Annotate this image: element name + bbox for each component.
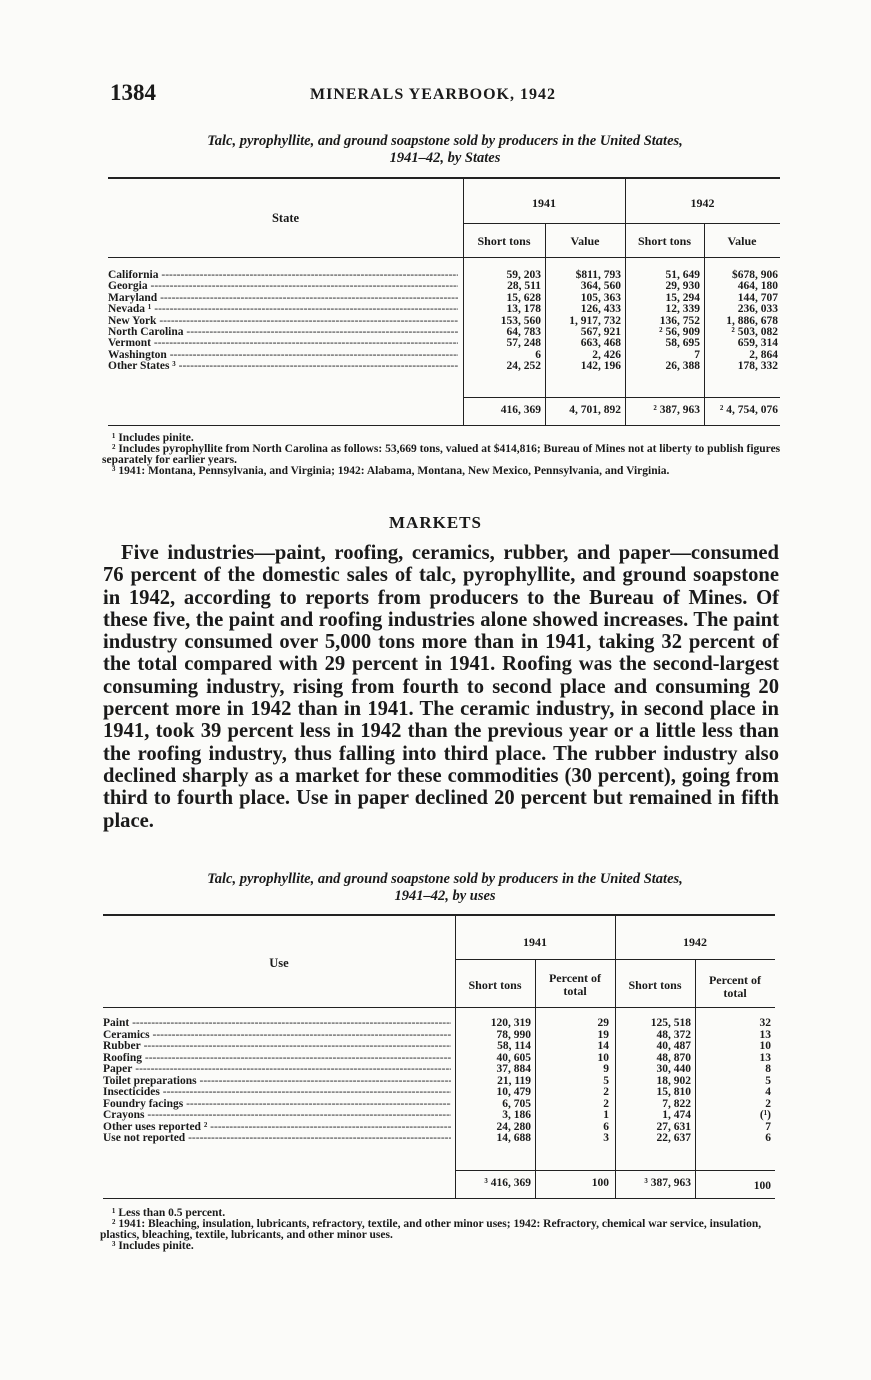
row-label xyxy=(108,293,458,304)
cell-p41: 19 xyxy=(597,1028,609,1041)
table1-total-t42: ² 387, 963 xyxy=(653,404,700,416)
row-label xyxy=(103,1087,451,1099)
table1-year2-header: 1942 xyxy=(690,196,715,210)
row-label xyxy=(108,350,458,361)
cell-t42: 40, 487 xyxy=(656,1040,691,1052)
cell-p41: 9 xyxy=(603,1063,609,1075)
row-label xyxy=(103,1064,451,1076)
cell-p41: 5 xyxy=(603,1074,609,1087)
row-label-text: Georgia ----- xyxy=(108,281,458,292)
cell-t42: 125, 518 xyxy=(650,1017,691,1029)
cell-v42: $678, 906 xyxy=(732,269,778,281)
cell-v42: 1, 886, 678 xyxy=(726,314,778,327)
cell-t41: 6 xyxy=(535,348,541,361)
row-label-text: Roofing ----- xyxy=(103,1053,451,1064)
cell-t41: 24, 280 xyxy=(496,1120,531,1133)
table2-percent-1942: Percent of total xyxy=(708,973,762,1000)
table1-bottom-rule xyxy=(108,425,780,426)
cell-v42: 464, 180 xyxy=(737,280,778,293)
table1-total-v41: 4, 701, 892 xyxy=(569,404,621,416)
cell-p42: (¹) xyxy=(759,1109,771,1121)
cell-t41: 120, 319 xyxy=(490,1017,531,1029)
row-label-text: Other States ³ ----- xyxy=(108,361,458,372)
cell-v42: ² 503, 082 xyxy=(731,326,778,338)
cell-t42: 1, 474 xyxy=(662,1109,691,1121)
cell-t41: 21, 119 xyxy=(497,1074,531,1087)
row-label xyxy=(108,338,458,349)
table2-footnote-1: ¹ Less than 0.5 percent. xyxy=(112,1207,226,1219)
row-label xyxy=(108,281,458,292)
table1-value-1942: Value xyxy=(727,234,757,248)
table2-caption-line2: 1941–42, by uses xyxy=(394,888,496,904)
table1-total-t41: 416, 369 xyxy=(500,404,541,416)
row-label-text: Washington ----- xyxy=(108,350,458,361)
cell-t41: 6, 705 xyxy=(502,1097,531,1110)
cell-t42: 48, 372 xyxy=(656,1028,691,1041)
row-label-text: Foundry facings ----- xyxy=(103,1099,451,1110)
table2-footnote-3: ³ Includes pinite. xyxy=(112,1240,194,1252)
cell-t42: 15, 810 xyxy=(656,1086,691,1098)
table2-top-rule xyxy=(103,914,775,916)
cell-p41: 1 xyxy=(603,1109,609,1121)
cell-p42: 32 xyxy=(759,1017,771,1029)
table1-value-1941: Value xyxy=(570,234,600,248)
cell-t41: 58, 114 xyxy=(497,1040,531,1052)
page-number: 1384 xyxy=(110,80,156,105)
table2-shorttons-1942: Short tons xyxy=(628,978,682,992)
table1-header-rule xyxy=(108,257,780,258)
table1-total-rule xyxy=(463,397,780,398)
row-label xyxy=(108,270,458,281)
cell-v41: 567, 921 xyxy=(580,326,621,338)
cell-t41: 78, 990 xyxy=(496,1028,531,1041)
cell-t42: 29, 930 xyxy=(665,280,700,293)
cell-t42: ² 56, 909 xyxy=(659,326,700,338)
table1-year1-header: 1941 xyxy=(532,196,556,210)
table1-footnote-3: ³ 1941: Montana, Pennsylvania, and Virginia; 1942: Alabama, Montana, New Mexico, Pennsylvania, and Virginia. xyxy=(112,465,670,477)
cell-t41: 37, 884 xyxy=(496,1063,531,1075)
table1-footnotes xyxy=(102,433,782,477)
table1-caption-line1: Talc, pyrophyllite, and ground soapstone sold by producers in the United States, xyxy=(207,133,683,149)
cell-t42: 48, 870 xyxy=(656,1051,691,1064)
table2-footnote-2: ² 1941: Bleaching, insulation, lubricants, refractory, textile, and other minor uses; 1942: Refractory, chemical war service, insulation, plastics, bleaching, textile, lubricants, and other minor uses. xyxy=(100,1218,762,1241)
cell-p42: 13 xyxy=(759,1051,771,1064)
row-label xyxy=(103,1076,451,1088)
table2-year2-header: 1942 xyxy=(683,935,707,949)
cell-t41: 3, 186 xyxy=(502,1109,531,1121)
row-label-text: Ceramics ----- xyxy=(103,1030,451,1041)
row-label xyxy=(108,316,458,327)
cell-t41: 14, 688 xyxy=(496,1132,531,1144)
row-label-text: Vermont ----- xyxy=(108,338,458,349)
table-row xyxy=(103,1018,775,1030)
cell-p42: 5 xyxy=(765,1074,771,1087)
row-label xyxy=(103,1122,451,1134)
table-row xyxy=(103,1133,775,1145)
table-row xyxy=(108,338,780,349)
table2-caption-line1: Talc, pyrophyllite, and ground soapstone sold by producers in the United States, xyxy=(207,871,683,887)
cell-v41: 105, 363 xyxy=(580,291,621,304)
table2-year-rule xyxy=(455,959,775,960)
row-label-text: New York ----- xyxy=(108,316,458,327)
row-label-text: Use not reported ----- xyxy=(103,1133,451,1144)
table1-shorttons-1942: Short tons xyxy=(637,234,691,248)
cell-t41: 13, 178 xyxy=(506,303,541,316)
cell-p42: 8 xyxy=(765,1063,771,1075)
cell-t42: 7, 822 xyxy=(662,1097,691,1110)
cell-t42: 30, 440 xyxy=(656,1063,691,1075)
cell-t41: 57, 248 xyxy=(506,337,541,350)
cell-v41: 126, 433 xyxy=(580,303,621,316)
cell-t41: 10, 479 xyxy=(496,1086,531,1098)
table-row xyxy=(108,304,780,315)
table2-total-t41: ³ 416, 369 xyxy=(484,1177,531,1189)
cell-v41: 2, 426 xyxy=(592,348,621,361)
cell-t42: 18, 902 xyxy=(656,1074,691,1087)
cell-v41: 364, 560 xyxy=(580,280,621,293)
table2-bottom-rule xyxy=(103,1198,775,1199)
cell-p41: 10 xyxy=(597,1051,609,1064)
table1-state-header: State xyxy=(271,211,300,225)
cell-t41: 28, 511 xyxy=(507,280,541,293)
cell-p41: 14 xyxy=(597,1040,609,1052)
cell-t42: 136, 752 xyxy=(659,314,700,327)
table-row xyxy=(103,1041,775,1053)
table2-use-header: Use xyxy=(269,956,289,970)
cell-p42: 13 xyxy=(759,1028,771,1041)
row-label xyxy=(108,304,458,315)
cell-p41: 2 xyxy=(603,1097,609,1110)
cell-v42: 178, 332 xyxy=(737,360,778,373)
row-label-text: Toilet preparations ----- xyxy=(103,1076,451,1087)
row-label xyxy=(108,361,458,372)
table-row xyxy=(103,1110,775,1122)
row-label xyxy=(103,1041,451,1053)
cell-v41: $811, 793 xyxy=(575,269,621,281)
cell-t42: 27, 631 xyxy=(656,1120,691,1133)
cell-t42: 7 xyxy=(694,348,700,361)
table-row xyxy=(103,1064,775,1076)
cell-p42: 2 xyxy=(765,1097,771,1110)
table-row xyxy=(108,361,780,372)
cell-p42: 6 xyxy=(765,1132,771,1144)
row-label-text: California ----- xyxy=(108,270,458,281)
cell-p42: 4 xyxy=(765,1086,771,1098)
cell-t41: 24, 252 xyxy=(506,360,541,373)
cell-t42: 58, 695 xyxy=(665,337,700,350)
cell-p41: 3 xyxy=(603,1132,609,1144)
running-title: MINERALS YEARBOOK, 1942 xyxy=(310,86,556,103)
row-label xyxy=(103,1018,451,1030)
row-label-text: North Carolina ----- xyxy=(108,327,458,338)
row-label xyxy=(108,327,458,338)
cell-t41: 15, 628 xyxy=(506,291,541,304)
table2-total-t42: ³ 387, 963 xyxy=(644,1177,691,1189)
row-label xyxy=(103,1030,451,1042)
cell-p42: 10 xyxy=(759,1040,771,1052)
table1-year-rule xyxy=(463,223,780,224)
cell-p41: 2 xyxy=(603,1086,609,1098)
markets-paragraph: Five industries—paint, roofing, ceramics, rubber, and paper—consumed 76 percent of the domestic sales of talc, pyrophyllite, and ground soapstone in 1942, according to reports from producers to the Bureau of Mines. Of these five, the paint and roofing industries alone showed increases. The paint industry consumed over 5,000 tons more than in 1941, taking 32 percent of the total compared with 29 percent in 1941. Roofing was the second-largest consuming industry, rising from fourth to second place and consuming 20 percent more in 1942 than in 1941. The ceramic industry, in second place in 1941, took 39 percent less in 1942 than the previous year or a little less than the roofing industry, thus falling into third place. The rubber industry also declined sharply as a market for these commodities (30 percent), going from third to fourth place. Use in paper declined 20 percent but remained in fifth place. xyxy=(103,542,779,832)
cell-v42: 2, 864 xyxy=(749,348,778,361)
cell-t42: 15, 294 xyxy=(665,291,700,304)
row-label xyxy=(103,1110,451,1122)
page-header xyxy=(110,80,780,110)
table2-shorttons-1941: Short tons xyxy=(468,978,522,992)
table2-caption xyxy=(105,871,785,905)
cell-t41: 153, 560 xyxy=(500,314,541,327)
row-label-text: Rubber ----- xyxy=(103,1041,451,1052)
table1-total-v42: ² 4, 754, 076 xyxy=(719,404,778,416)
row-label-text: Other uses reported ² ----- xyxy=(103,1122,451,1133)
table2-footnotes xyxy=(100,1208,780,1252)
cell-v41: 1, 917, 732 xyxy=(569,314,621,327)
row-label-text: Paint ----- xyxy=(103,1018,451,1029)
cell-t42: 22, 637 xyxy=(656,1132,691,1144)
cell-v41: 142, 196 xyxy=(580,360,621,373)
table2-header-rule xyxy=(103,1007,775,1008)
cell-v42: 144, 707 xyxy=(737,291,778,304)
cell-t42: 51, 649 xyxy=(665,269,700,281)
cell-t42: 26, 388 xyxy=(665,360,700,373)
row-label-text: Nevada ¹ ----- xyxy=(108,304,458,315)
section-title: MARKETS xyxy=(389,513,482,532)
cell-v42: 236, 033 xyxy=(737,303,778,316)
row-label xyxy=(103,1133,451,1145)
cell-t41: 40, 605 xyxy=(496,1051,531,1064)
table1-footnote-2: ² Includes pyrophyllite from North Carolina as follows: 53,669 tons, valued at $414,816; Bureau of Mines not at liberty to publish figures separately for earlier years. xyxy=(102,443,781,466)
cell-t41: 59, 203 xyxy=(506,269,541,281)
table2-total-p42: 100 xyxy=(753,1180,771,1192)
cell-p41: 29 xyxy=(597,1017,609,1029)
row-label-text: Maryland ----- xyxy=(108,293,458,304)
row-label-text: Crayons ----- xyxy=(103,1110,451,1121)
table1-footnote-1: ¹ Includes pinite. xyxy=(112,432,194,444)
row-label-text: Paper ----- xyxy=(103,1064,451,1075)
row-label xyxy=(103,1053,451,1065)
cell-p42: 7 xyxy=(765,1120,771,1133)
cell-t41: 64, 783 xyxy=(506,326,541,338)
table-row xyxy=(103,1087,775,1099)
table1-top-rule xyxy=(108,177,780,179)
table1-caption xyxy=(105,133,785,167)
table2-percent-1941: Percent of total xyxy=(548,971,602,998)
cell-p41: 6 xyxy=(603,1120,609,1133)
row-label xyxy=(103,1099,451,1111)
table2-year1-header: 1941 xyxy=(523,935,547,949)
cell-v42: 659, 314 xyxy=(737,337,778,350)
table1-shorttons-1941: Short tons xyxy=(477,234,531,248)
row-label-text: Insecticides ----- xyxy=(103,1087,451,1098)
cell-t42: 12, 339 xyxy=(665,303,700,316)
cell-v41: 663, 468 xyxy=(580,337,621,350)
table1-caption-line2: 1941–42, by States xyxy=(389,150,501,166)
table2-total-p41: 100 xyxy=(591,1177,609,1189)
